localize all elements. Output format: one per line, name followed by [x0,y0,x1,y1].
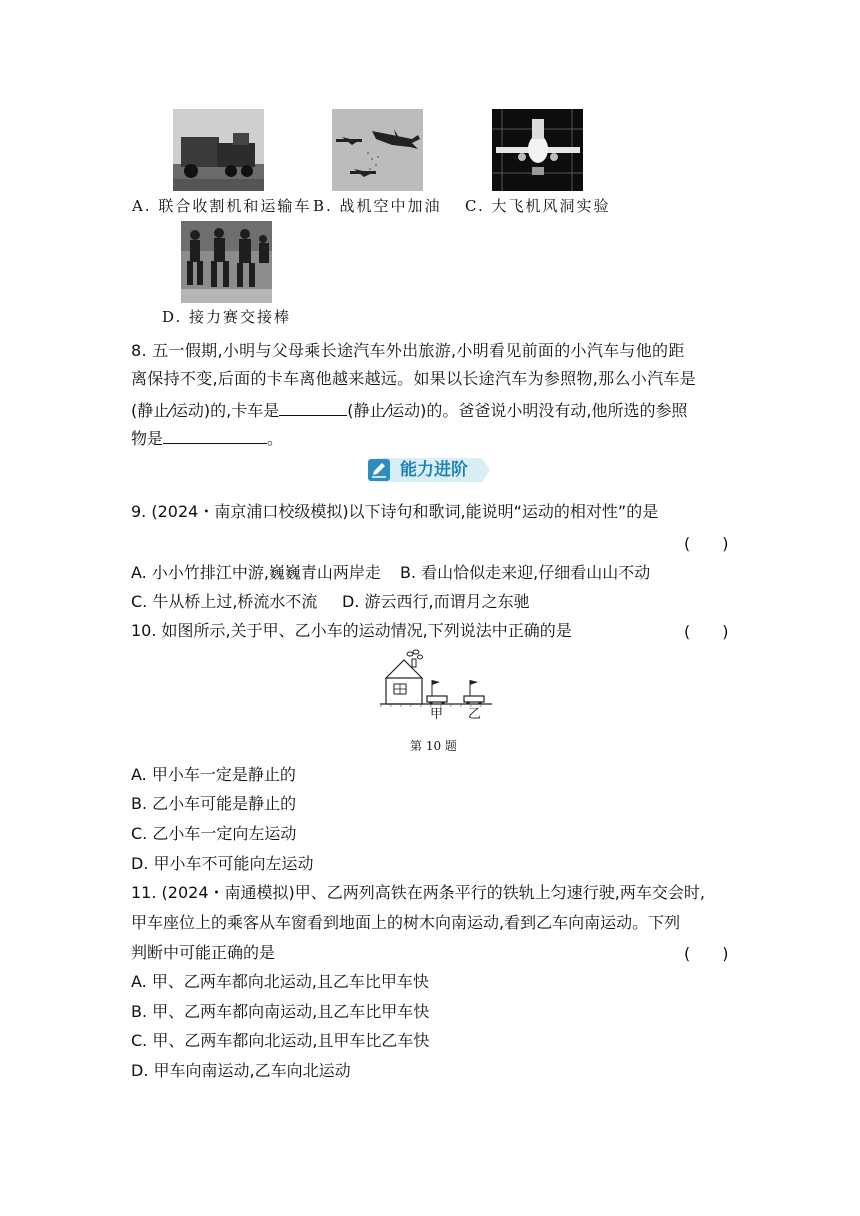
q9-option-a[interactable]: A. 小小竹排江中游,巍巍青山两岸走 [131,563,381,582]
q11-option-d[interactable]: D. 甲车向南运动,乙车向北运动 [131,1061,351,1080]
q8-answer-blank-3[interactable] [163,425,267,444]
q11-option-c[interactable]: C. 甲、乙两车都向北运动,且甲车比乙车快 [131,1031,430,1050]
q8-line-4 [131,425,283,451]
option-d-caption: D. 接力赛交接棒 [162,308,292,326]
q10-figure [380,648,492,724]
q8-line-3-end: (静止⁄运动)的。爸爸说小明没有动,他所选的参照 [347,401,688,420]
q11-line-3: 判断中可能正确的是 [131,943,276,962]
q9-answer-paren[interactable]: ( ) [684,534,729,553]
q11-answer-paren[interactable]: ( ) [684,944,729,963]
car-jia-label: 甲 [430,707,444,722]
q11-line-2: 甲车座位上的乘客从车窗看到地面上的树木向南运动,看到乙车向南运动。下列 [131,913,681,932]
fighter-refueling-photo [332,109,423,191]
option-c-caption: C. 大飞机风洞实验 [465,197,611,215]
figure-caption: 第 10 题 [410,739,457,753]
q8-line-2: 离保持不变,后面的卡车离他越来越远。如果以长途汽车为参照物,那么小汽车是 [131,369,696,388]
q8-line-4-start: 物是 [131,429,164,448]
q11-option-b[interactable]: B. 甲、乙两车都向南运动,且乙车比甲车快 [131,1002,430,1021]
q9-stem: 9. (2024・南京浦口校级模拟)以下诗句和歌词,能说明“运动的相对性”的是 [131,502,659,521]
option-b-caption: B. 战机空中加油 [313,197,442,215]
combine-harvester-and-truck-photo [173,109,264,191]
option-a-caption: A. 联合收割机和运输车 [132,197,312,215]
q10-option-c[interactable]: C. 乙小车一定向左运动 [131,824,297,843]
relay-baton-photo [181,221,272,303]
q10-option-a[interactable]: A. 甲小车一定是静止的 [131,765,296,784]
q9-option-d[interactable]: D. 游云西行,而谓月之东驰 [342,592,530,611]
q8-line-3-start: (静止⁄运动)的,卡车是 [131,401,280,420]
q9-option-c[interactable]: C. 牛从桥上过,桥流水不流 [131,592,318,611]
pencil-icon [368,459,390,481]
q8-line-4-end: 。 [267,429,284,448]
q10-answer-paren[interactable]: ( ) [684,622,729,641]
q9-option-b[interactable]: B. 看山恰似走来迎,仔细看山山不动 [400,563,651,582]
q10-option-d[interactable]: D. 甲小车不可能向左运动 [131,854,314,873]
car-yi-label: 乙 [468,707,482,722]
q8-line-1: 8. 五一假期,小明与父母乘长途汽车外出旅游,小明看见前面的小汽车与他的距 [131,341,685,360]
q11-option-a[interactable]: A. 甲、乙两车都向北运动,且乙车比甲车快 [131,972,429,991]
q11-line-1: 11. (2024・南通模拟)甲、乙两列高铁在两条平行的铁轨上匀速行驶,两车交会时, [131,883,705,902]
section-heading [366,456,490,484]
q8-answer-blank-2[interactable] [279,397,347,416]
q10-option-b[interactable]: B. 乙小车可能是静止的 [131,794,297,813]
airplane-wind-tunnel-photo [492,109,583,191]
section-title: 能力进阶 [400,460,468,480]
q8-line-3 [131,397,688,423]
q10-stem: 10. 如图所示,关于甲、乙小车的运动情况,下列说法中正确的是 [131,621,572,640]
